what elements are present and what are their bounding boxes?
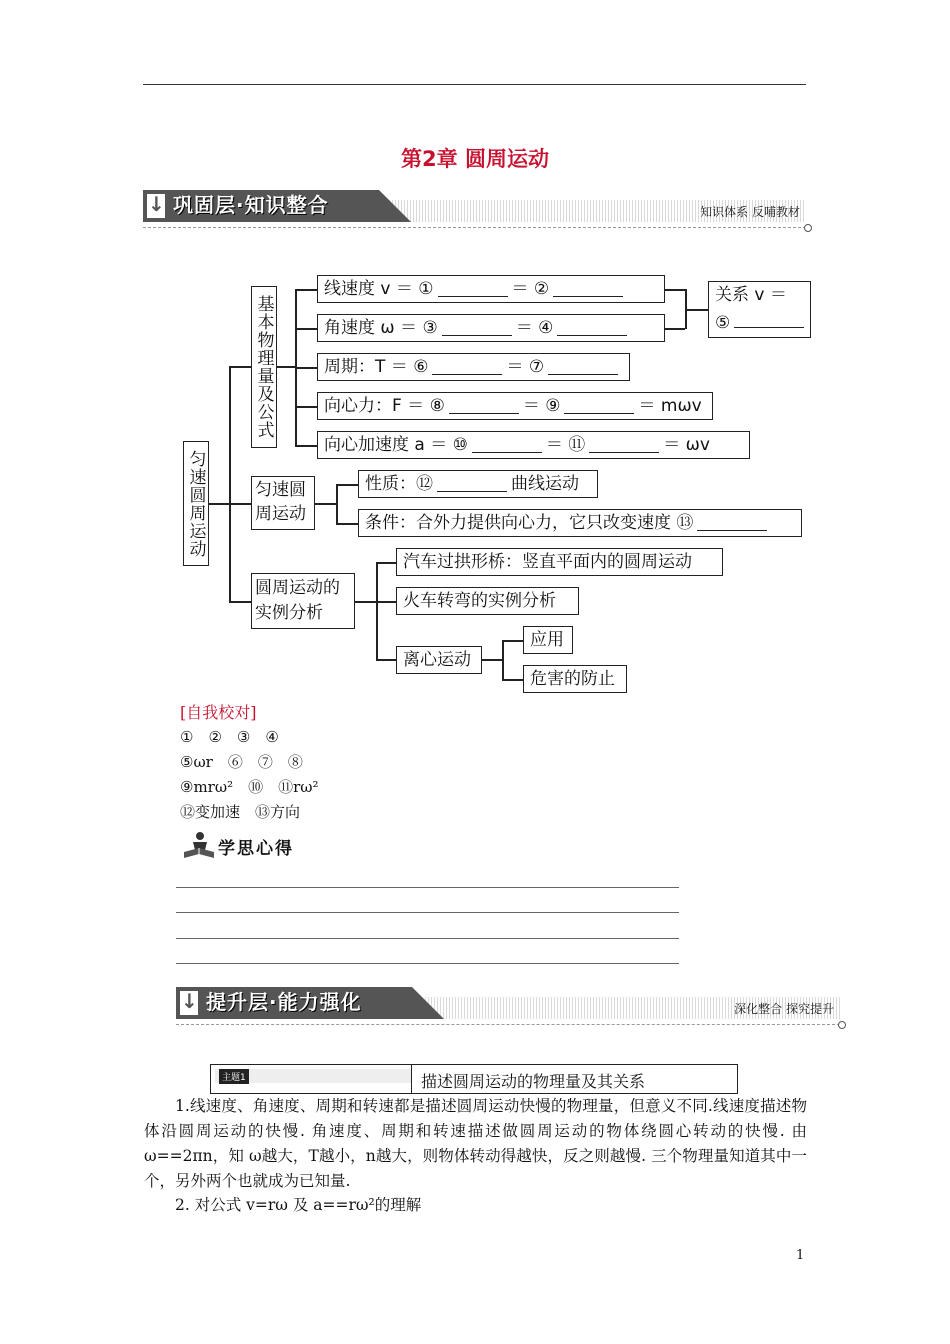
- map-root: 匀速圆周运动: [183, 441, 209, 566]
- topic-header: [210, 1064, 738, 1094]
- note-line: [176, 938, 679, 939]
- centripetal-force-formula: 向心力：F ＝ ⑧ ＝ ⑨ ＝ mωv: [317, 392, 713, 420]
- topic-tag: 主题1: [219, 1069, 249, 1084]
- example-centrifugal: 离心运动: [396, 646, 482, 674]
- self-check-row: ⑤ωr ⑥ ⑦ ⑧: [180, 753, 303, 771]
- self-check-heading: [自我校对]: [180, 703, 257, 722]
- angular-velocity-formula: 角速度 ω ＝ ③ ＝ ④: [317, 314, 665, 342]
- linear-velocity-formula: 线速度 v ＝ ① ＝ ②: [317, 275, 665, 303]
- body-paragraph: 2. 对公式 v=rω 及 a==rω²的理解: [175, 1196, 422, 1214]
- period-formula: 周期：T ＝ ⑥ ＝ ⑦: [317, 353, 630, 381]
- page-number: 1: [796, 1248, 805, 1263]
- banner-label: 巩固层·知识整合: [173, 193, 329, 217]
- note-line: [176, 963, 679, 964]
- circle-icon: [838, 1021, 846, 1029]
- banner-subtitle: 深化整合 探究提升: [734, 1002, 834, 1016]
- body-paragraph: 1.线速度、角速度、周期和转速都是描述圆周运动快慢的物理量，但意义不同.线速度描述物体沿圆周运动的快慢. 角速度、周期和转速描述做圆周运动的物体绕圆心转动的快慢. 由 ω==2πn，知 ω越大，T越小，n越大，则物体转动得越快，反之则越慢. 三个物理量知道其中一个，另外两个也就成为已知量.: [144, 1097, 807, 1190]
- notes-label: 学思心得: [218, 839, 294, 859]
- top-rule: [143, 84, 806, 85]
- banner-label: 提升层·能力强化: [206, 990, 362, 1014]
- note-line: [176, 912, 679, 913]
- map-basic-quantities: 基本物理量及公式: [251, 286, 277, 448]
- topic-title: 描述圆周运动的物理量及其关系: [421, 1072, 646, 1091]
- note-line: [176, 887, 679, 888]
- chapter-title: 第2章 圆周运动: [401, 147, 549, 171]
- property-box: 性质：⑫ 曲线运动: [358, 470, 598, 498]
- banner-subtitle: 知识体系 反哺教材: [700, 205, 800, 219]
- self-check-row: ⑫变加速 ⑬方向: [180, 803, 301, 821]
- map-examples: 圆周运动的实例分析: [251, 573, 355, 629]
- example-train-turn: 火车转弯的实例分析: [396, 587, 579, 615]
- condition-box: 条件：合外力提供向心力，它只改变速度 ⑬: [358, 509, 802, 537]
- centripetal-acceleration-formula: 向心加速度 a ＝ ⑩ ＝ ⑪ ＝ ωv: [317, 431, 750, 459]
- section-banner-consolidate: [143, 190, 806, 228]
- down-arrow-icon: [180, 991, 198, 1015]
- self-check-row: ⑨mrω² ⑩ ⑪rω²: [180, 778, 319, 796]
- map-uniform-circular-motion: 匀速圆周运动: [251, 476, 315, 530]
- example-arch-bridge: 汽车过拱形桥：竖直平面内的圆周运动: [396, 548, 723, 576]
- relation-box: 关系 v ＝ ⑤: [708, 281, 811, 338]
- self-check-row: ① ② ③ ④: [180, 728, 279, 746]
- centrifugal-harm-prevention: 危害的防止: [523, 665, 627, 693]
- section-banner-improve: [176, 987, 840, 1025]
- circle-icon: [804, 224, 812, 232]
- reading-person-icon: [183, 830, 215, 864]
- down-arrow-icon: [147, 194, 165, 218]
- centrifugal-use: 应用: [523, 626, 573, 654]
